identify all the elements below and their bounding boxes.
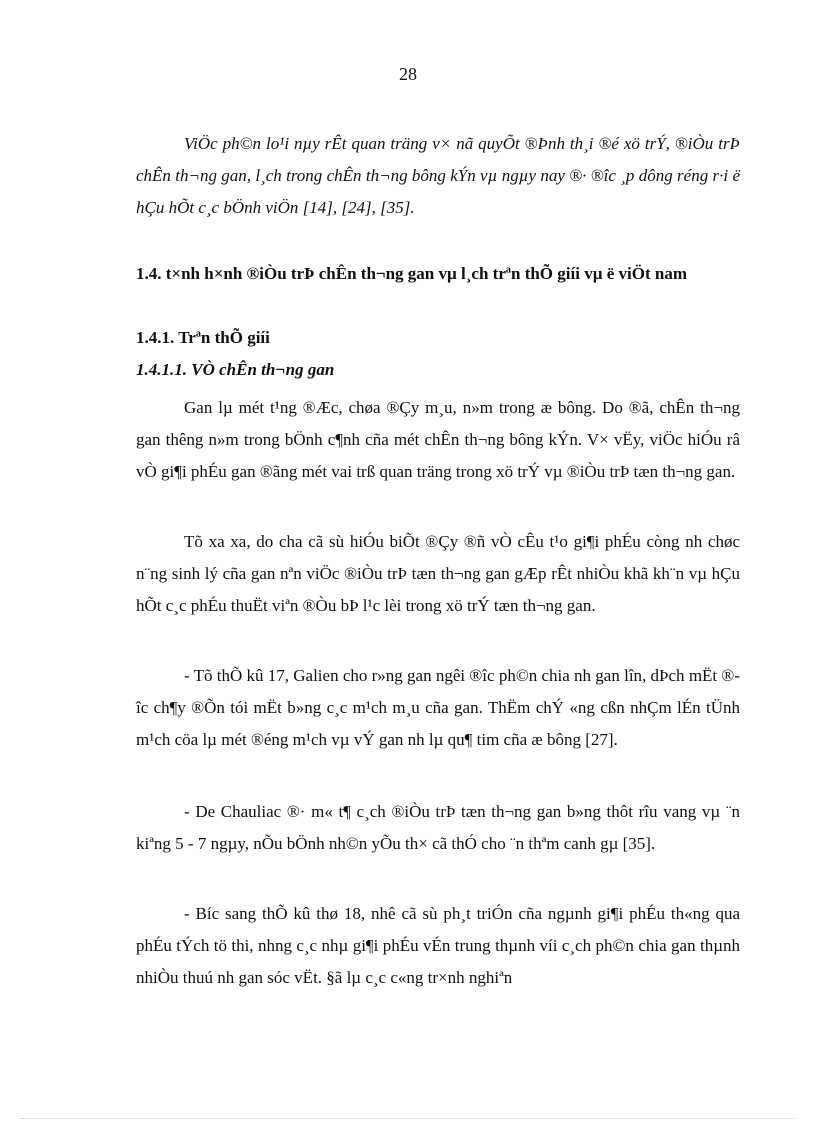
page-divider <box>20 1118 796 1119</box>
section-heading: 1.4. t×nh h×nh ®iÒu trÞ chÊn th¬ng gan vµ l¸ch trªn thÕ giíi vµ ë viÖt nam <box>136 264 688 283</box>
page-number: 28 <box>399 64 417 84</box>
subsubsection-heading: 1.4.1.1. VÒ chÊn th¬ng gan <box>136 360 335 379</box>
intro-paragraph: ViÖc ph©n lo¹i nµy rÊt quan träng v× nã quyÕt ®Þnh th¸i ®é xö trÝ, ®iÒu trÞ chÊn th¬ng gan, l¸ch trong chÊn th¬ng bông kÝn vµ ngµy nay ®· ®îc ¸p dông réng r·i ë hÇu hÕt c¸c bÖnh viÖn [14], [24], [35]. <box>136 134 740 217</box>
paragraph-history: Tõ xa xa, do cha cã sù hiÓu biÕt ®Çy ®ñ vÒ cÊu t¹o gi¶i phÉu còng nh chøc n¨ng sinh lý cña gan nªn viÖc ®iÒu trÞ tæn th¬ng gan gÆp rÊt nhiÒu khã kh¨n vµ hÇu hÕt c¸c phÉu thuËt viªn ®Òu bÞ l¹c lèi trong xö trÝ tæn th¬ng gan. <box>136 532 740 615</box>
paragraph-de-chauliac: - De Chauliac ®· m« t¶ c¸ch ®iÒu trÞ tæn th¬ng gan b»ng thôt rîu vang vµ ¨n kiªng 5 - 7 ngµy, nÕu bÖnh nh©n yÕu th× cã thÓ cho ¨n thªm canh gµ [35]. <box>136 802 740 853</box>
paragraph-18th-century: - Bíc sang thÕ kû thø 18, nhê cã sù ph¸t triÓn cña ngµnh gi¶i phÉu th«ng qua phÉu tÝch tö thi, nhng c¸c nhµ gi¶i phÉu vÉn trung thµnh víi c¸ch ph©n chia gan thµnh nhiÒu thuú nh gan sóc vËt. §ã lµ c¸c c«ng tr×nh nghiªn <box>136 904 740 987</box>
subsection-heading: 1.4.1. Trªn thÕ giíi <box>136 328 270 347</box>
paragraph-liver-anatomy: Gan lµ mét t¹ng ®Æc, chøa ®Çy m¸u, n»m trong æ bông. Do ®ã, chÊn th¬ng gan thêng n»m trong bÖnh c¶nh cña mét chÊn th¬ng bông kÝn. V× vËy, viÖc hiÓu râ vÒ gi¶i phÉu gan ®ãng mét vai trß quan träng trong xö trÝ vµ ®iÒu trÞ tæn th¬ng gan. <box>136 398 740 481</box>
paragraph-galien: - Tõ thÕ kû 17, Galien cho r»ng gan ngêi ®îc ph©n chia nh gan lîn, dÞch mËt ®îc ch¶y ®Õn tói mËt b»ng c¸c m¹ch m¸u cña gan. ThËm chÝ «ng cßn nhÇm lÉn tÜnh m¹ch cöa lµ mét ®éng m¹ch vµ vÝ gan nh lµ qu¶ tim cña æ bông [27]. <box>136 666 740 749</box>
